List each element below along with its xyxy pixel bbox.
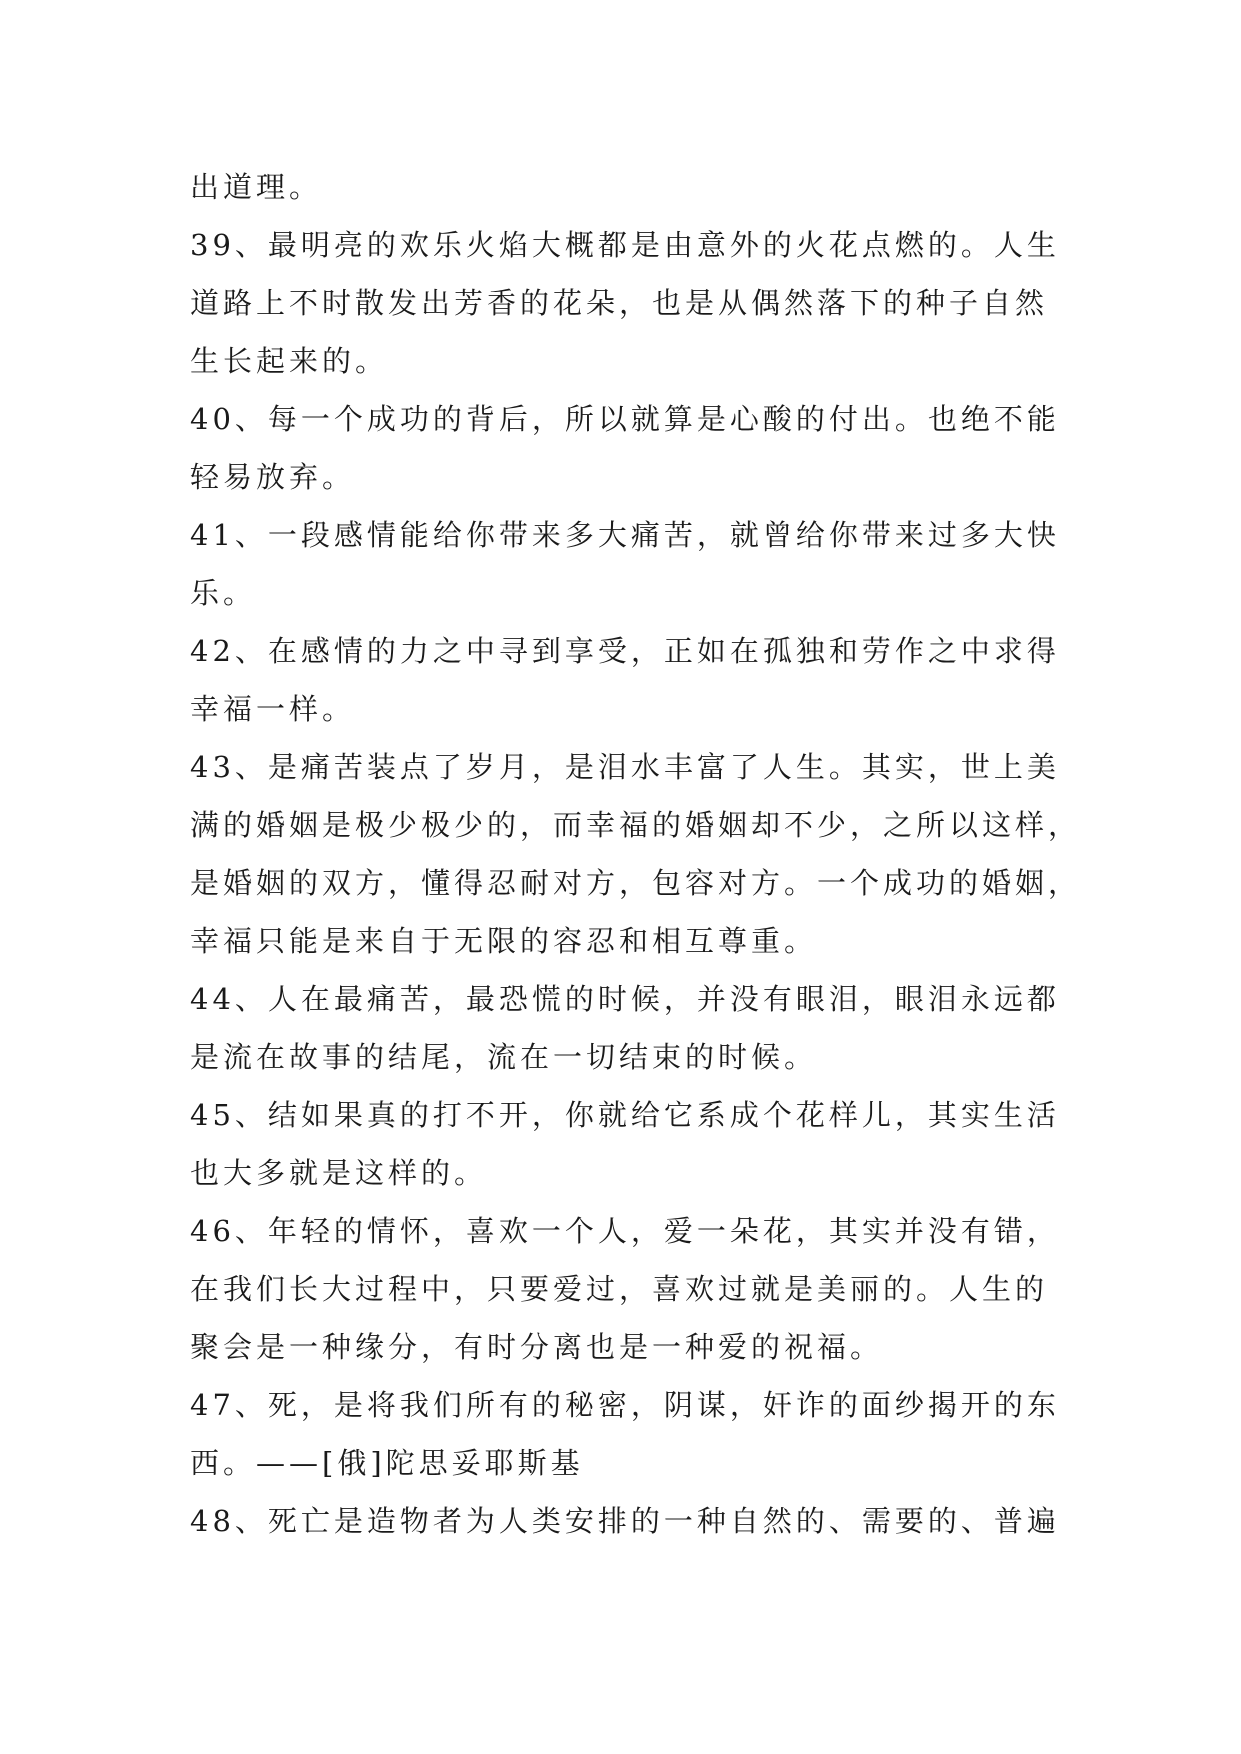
text-line: 西。——[俄]陀思妥耶斯基	[190, 1446, 584, 1480]
text-line: 39、最明亮的欢乐火焰大概都是由意外的火花点燃的。人生	[190, 228, 1060, 262]
text-line: 41、一段感情能给你带来多大痛苦，就曾给你带来过多大快	[190, 518, 1060, 552]
text-line: 生长起来的。	[190, 344, 389, 378]
text-line: 轻易放弃。	[190, 460, 356, 494]
text-line: 道路上不时散发出芳香的花朵，也是从偶然落下的种子自然	[190, 286, 1049, 320]
text-line: 47、死，是将我们所有的秘密，阴谋，奸诈的面纱揭开的东	[190, 1388, 1060, 1422]
text-line: 满的婚姻是极少极少的，而幸福的婚姻却不少，之所以这样，	[190, 808, 1082, 842]
text-line: 也大多就是这样的。	[190, 1156, 488, 1190]
text-line: 幸福只能是来自于无限的容忍和相互尊重。	[190, 924, 818, 958]
text-line: 是流在故事的结尾，流在一切结束的时候。	[190, 1040, 818, 1074]
text-line: 幸福一样。	[190, 692, 356, 726]
text-line: 48、死亡是造物者为人类安排的一种自然的、需要的、普遍	[190, 1504, 1060, 1538]
text-line: 乐。	[190, 576, 257, 610]
text-line: 40、每一个成功的背后，所以就算是心酸的付出。也绝不能	[190, 402, 1060, 436]
text-line: 43、是痛苦装点了岁月，是泪水丰富了人生。其实，世上美	[190, 750, 1060, 784]
text-line: 聚会是一种缘分，有时分离也是一种爱的祝福。	[190, 1330, 884, 1364]
text-line: 45、结如果真的打不开，你就给它系成个花样儿，其实生活	[190, 1098, 1060, 1132]
document-body	[190, 158, 1082, 1550]
text-line: 42、在感情的力之中寻到享受，正如在孤独和劳作之中求得	[190, 634, 1060, 668]
text-line: 是婚姻的双方，懂得忍耐对方，包容对方。一个成功的婚姻，	[190, 866, 1082, 900]
text-line: 46、年轻的情怀，喜欢一个人，爱一朵花，其实并没有错，	[190, 1214, 1060, 1248]
text-line: 在我们长大过程中，只要爱过，喜欢过就是美丽的。人生的	[190, 1272, 1049, 1306]
text-line: 44、人在最痛苦，最恐慌的时候，并没有眼泪，眼泪永远都	[190, 982, 1060, 1016]
text-line: 出道理。	[190, 170, 323, 204]
